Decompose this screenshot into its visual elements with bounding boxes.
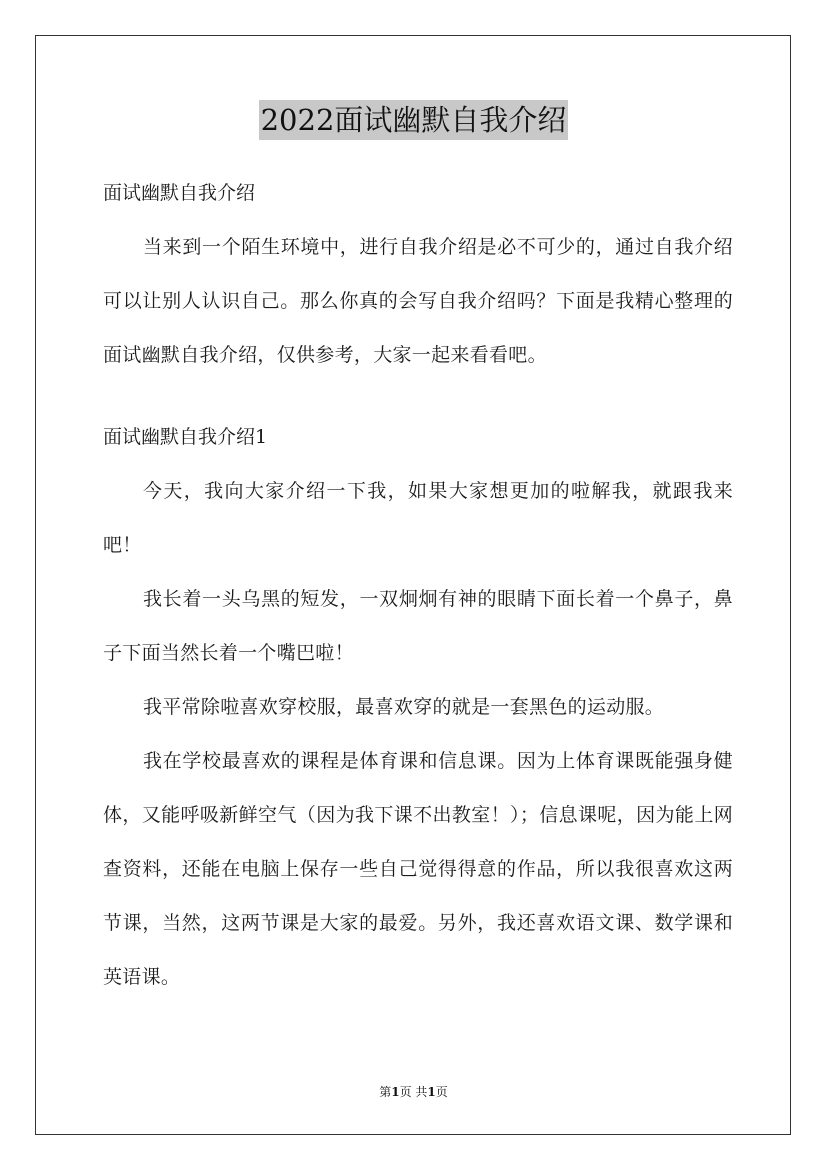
page-footer	[0, 1084, 827, 1100]
document-body	[103, 166, 733, 1004]
footer-total-pages: 1	[427, 1085, 436, 1099]
body-paragraph: 今天，我向大家介绍一下我，如果大家想更加的啦解我，就跟我来吧！	[103, 480, 733, 556]
footer-page-mid: 页 共	[399, 1085, 428, 1099]
body-paragraph: 我平常除啦喜欢穿校服，最喜欢穿的就是一套黑色的运动服。	[143, 696, 665, 718]
intro-paragraph: 当来到一个陌生环境中，进行自我介绍是必不可少的，通过自我介绍可以让别人认识自己。那么你真的会写自我介绍吗？下面是我精心整理的面试幽默自我介绍，仅供参考，大家一起来看看吧。	[103, 236, 733, 366]
footer-page-prefix: 第	[379, 1085, 392, 1099]
title-container	[0, 100, 827, 140]
footer-page-suffix: 页	[435, 1085, 448, 1099]
document-title: 2022面试幽默自我介绍	[259, 100, 569, 140]
body-paragraph: 我在学校最喜欢的课程是体育课和信息课。因为上体育课既能强身健体，又能呼吸新鲜空气（因为我下课不出教室！）；信息课呢，因为能上网查资料，还能在电脑上保存一些自己觉得得意的作品，所以我很喜欢这两节课，当然，这两节课是大家的最爱。另外，我还喜欢语文课、数学课和英语课。	[103, 750, 733, 988]
section-heading: 面试幽默自我介绍	[103, 182, 256, 204]
footer-page-number: 1	[391, 1085, 400, 1099]
example-heading: 面试幽默自我介绍1	[103, 426, 268, 448]
body-paragraph: 我长着一头乌黑的短发，一双炯炯有神的眼睛下面长着一个鼻子，鼻子下面当然长着一个嘴巴啦！	[103, 588, 733, 664]
